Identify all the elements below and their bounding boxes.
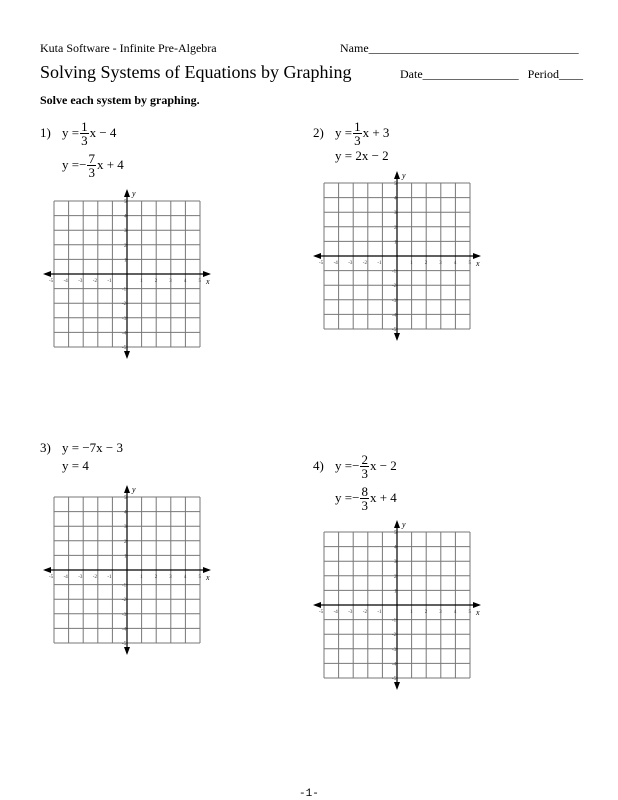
equation-lhs: y = xyxy=(62,157,80,172)
x-tick-label: 2 xyxy=(154,279,158,284)
fraction xyxy=(87,152,96,179)
x-tick-label: 3 xyxy=(439,261,442,266)
equation-sign: − xyxy=(79,157,87,172)
arrow-left-icon xyxy=(313,253,321,259)
x-tick-label: 1 xyxy=(140,279,143,284)
y-tick-label: -4 xyxy=(122,627,127,633)
equation-lhs: y = xyxy=(335,458,353,473)
y-tick-label: 4 xyxy=(394,196,397,202)
x-tick-label: -1 xyxy=(107,279,112,284)
x-tick-label: 3 xyxy=(169,279,172,284)
x-tick-label: -2 xyxy=(362,610,367,615)
equation-lhs: y = xyxy=(62,125,80,140)
x-tick-label: -5 xyxy=(319,610,324,615)
coordinate-grid[interactable] xyxy=(34,186,234,376)
period-label: Period xyxy=(527,67,559,81)
x-tick-label: -2 xyxy=(92,575,97,580)
x-axis-label: x xyxy=(206,573,210,582)
y-axis-label: y xyxy=(402,520,406,529)
y-tick-label: 3 xyxy=(394,211,397,217)
x-tick-label: 4 xyxy=(453,261,457,266)
x-tick-label: 1 xyxy=(140,575,143,580)
arrow-down-icon xyxy=(124,647,130,655)
y-tick-label: 4 xyxy=(124,214,127,220)
equation-1 xyxy=(313,450,397,482)
x-tick-label: 1 xyxy=(410,261,413,266)
y-tick-label: 5 xyxy=(124,496,127,501)
y-tick-label: 2 xyxy=(124,539,127,545)
x-tick-label: -3 xyxy=(78,279,83,284)
equation-2 xyxy=(62,149,124,181)
y-tick-label: 2 xyxy=(394,225,397,231)
problem-number: 1) xyxy=(40,125,51,140)
numerator: 2 xyxy=(361,451,368,467)
y-tick-label: 5 xyxy=(124,200,127,205)
x-tick-label: 4 xyxy=(183,279,187,284)
equation-2 xyxy=(335,482,397,514)
x-axis-label: x xyxy=(206,277,210,286)
equation-rest: x + 3 xyxy=(362,125,390,140)
y-tick-label: -3 xyxy=(392,647,397,653)
arrow-down-icon xyxy=(394,333,400,341)
y-tick-label: 2 xyxy=(394,574,397,580)
y-tick-label: 1 xyxy=(394,589,397,595)
equation-2 xyxy=(62,458,89,474)
coordinate-grid[interactable] xyxy=(304,517,504,707)
numerator: 1 xyxy=(354,118,361,134)
coordinate-grid[interactable] xyxy=(34,482,234,672)
y-tick-label: 3 xyxy=(124,229,127,235)
name-field xyxy=(340,41,579,56)
equation-1 xyxy=(40,117,116,149)
y-tick-label: 3 xyxy=(124,525,127,531)
x-tick-label: -3 xyxy=(348,610,353,615)
x-tick-label: -4 xyxy=(63,575,68,580)
publisher-label: Kuta Software - Infinite Pre-Algebra xyxy=(40,41,217,55)
problem-number: 4) xyxy=(313,458,324,473)
equation-2 xyxy=(335,148,389,164)
y-tick-label: -3 xyxy=(392,298,397,304)
worksheet-title: Solving Systems of Equations by Graphing xyxy=(40,62,352,82)
equation-rest: x + 4 xyxy=(96,157,124,172)
equation-sign: − xyxy=(352,490,360,505)
x-tick-label: 3 xyxy=(169,575,172,580)
x-tick-label: -2 xyxy=(92,279,97,284)
y-tick-label: -5 xyxy=(122,642,127,647)
x-tick-label: -3 xyxy=(348,261,353,266)
x-tick-label: -4 xyxy=(333,261,338,266)
date-label: Date xyxy=(400,67,423,81)
y-tick-label: 4 xyxy=(124,510,127,516)
equation-rest: x − 4 xyxy=(89,125,117,140)
y-tick-label: -5 xyxy=(392,677,397,682)
x-tick-label: -1 xyxy=(377,610,382,615)
y-tick-label: 5 xyxy=(394,531,397,536)
page-number: -1- xyxy=(299,788,319,800)
y-tick-label: -1 xyxy=(392,269,397,275)
fraction xyxy=(353,120,362,147)
x-tick-label: -5 xyxy=(49,575,54,580)
x-tick-label: -4 xyxy=(333,610,338,615)
y-tick-label: -3 xyxy=(122,316,127,322)
y-tick-label: -2 xyxy=(392,284,397,290)
arrow-up-icon xyxy=(394,171,400,179)
y-tick-label: -2 xyxy=(122,302,127,308)
equation-sign: − xyxy=(352,458,360,473)
y-tick-label: -4 xyxy=(122,331,127,337)
equation-1 xyxy=(40,440,123,456)
fraction xyxy=(360,453,369,480)
x-tick-label: -5 xyxy=(319,261,324,266)
x-tick-label: -1 xyxy=(377,261,382,266)
period-blank: ____ xyxy=(559,67,583,81)
date-blank: ________________ xyxy=(422,67,519,81)
x-tick-label: 5 xyxy=(198,575,201,580)
equation-1 xyxy=(313,117,389,149)
x-axis-label: x xyxy=(476,259,480,268)
equation-text: y = −7x − 3 xyxy=(62,440,123,455)
y-tick-label: -4 xyxy=(392,313,397,319)
name-label: Name xyxy=(340,41,369,55)
x-tick-label: 4 xyxy=(183,575,187,580)
denominator: 3 xyxy=(354,132,361,148)
y-tick-label: -1 xyxy=(122,287,127,293)
arrow-down-icon xyxy=(394,682,400,690)
name-blank: ___________________________________ xyxy=(368,41,579,55)
x-tick-label: 1 xyxy=(410,610,413,615)
equation-text: y = 4 xyxy=(62,458,89,473)
x-tick-label: -5 xyxy=(49,279,54,284)
y-tick-label: -3 xyxy=(122,612,127,618)
y-tick-label: -1 xyxy=(392,618,397,624)
arrow-up-icon xyxy=(394,520,400,528)
instructions: Solve each system by graphing. xyxy=(40,93,200,107)
denominator: 3 xyxy=(88,164,95,180)
coordinate-grid[interactable] xyxy=(304,168,504,358)
arrow-left-icon xyxy=(43,271,51,277)
y-axis-label: y xyxy=(132,189,136,198)
equation-rest: x + 4 xyxy=(369,490,397,505)
x-tick-label: 5 xyxy=(468,261,471,266)
y-tick-label: 1 xyxy=(124,554,127,560)
y-tick-label: -2 xyxy=(122,598,127,604)
arrow-up-icon xyxy=(124,189,130,197)
problem-number: 3) xyxy=(40,440,51,455)
x-tick-label: 5 xyxy=(198,279,201,284)
x-tick-label: 2 xyxy=(424,610,428,615)
fraction xyxy=(360,485,369,512)
y-tick-label: 2 xyxy=(124,243,127,249)
y-tick-label: -4 xyxy=(392,662,397,668)
fraction xyxy=(80,120,89,147)
problem-number: 2) xyxy=(313,125,324,140)
arrow-down-icon xyxy=(124,351,130,359)
x-tick-label: 5 xyxy=(468,610,471,615)
y-tick-label: 1 xyxy=(394,240,397,246)
date-period-field xyxy=(400,67,583,82)
equation-rest: x − 2 xyxy=(369,458,397,473)
equation-lhs: y = xyxy=(335,125,353,140)
y-tick-label: -5 xyxy=(122,346,127,351)
x-tick-label: 4 xyxy=(453,610,457,615)
y-axis-label: y xyxy=(402,171,406,180)
denominator: 3 xyxy=(81,132,88,148)
x-tick-label: 3 xyxy=(439,610,442,615)
equation-lhs: y = xyxy=(335,490,353,505)
y-tick-label: 4 xyxy=(394,545,397,551)
y-tick-label: -2 xyxy=(392,633,397,639)
y-tick-label: -1 xyxy=(122,583,127,589)
y-tick-label: 1 xyxy=(124,258,127,264)
arrow-up-icon xyxy=(124,485,130,493)
denominator: 3 xyxy=(361,465,368,481)
x-tick-label: 2 xyxy=(154,575,158,580)
x-tick-label: 2 xyxy=(424,261,428,266)
arrow-left-icon xyxy=(43,567,51,573)
numerator: 1 xyxy=(81,118,88,134)
denominator: 3 xyxy=(361,497,368,513)
x-tick-label: -2 xyxy=(362,261,367,266)
x-tick-label: -3 xyxy=(78,575,83,580)
y-axis-label: y xyxy=(132,485,136,494)
numerator: 8 xyxy=(361,483,368,499)
x-tick-label: -1 xyxy=(107,575,112,580)
y-tick-label: -5 xyxy=(392,328,397,333)
equation-text: y = 2x − 2 xyxy=(335,148,389,163)
y-tick-label: 5 xyxy=(394,182,397,187)
arrow-left-icon xyxy=(313,602,321,608)
numerator: 7 xyxy=(88,150,95,166)
y-tick-label: 3 xyxy=(394,560,397,566)
x-axis-label: x xyxy=(476,608,480,617)
x-tick-label: -4 xyxy=(63,279,68,284)
